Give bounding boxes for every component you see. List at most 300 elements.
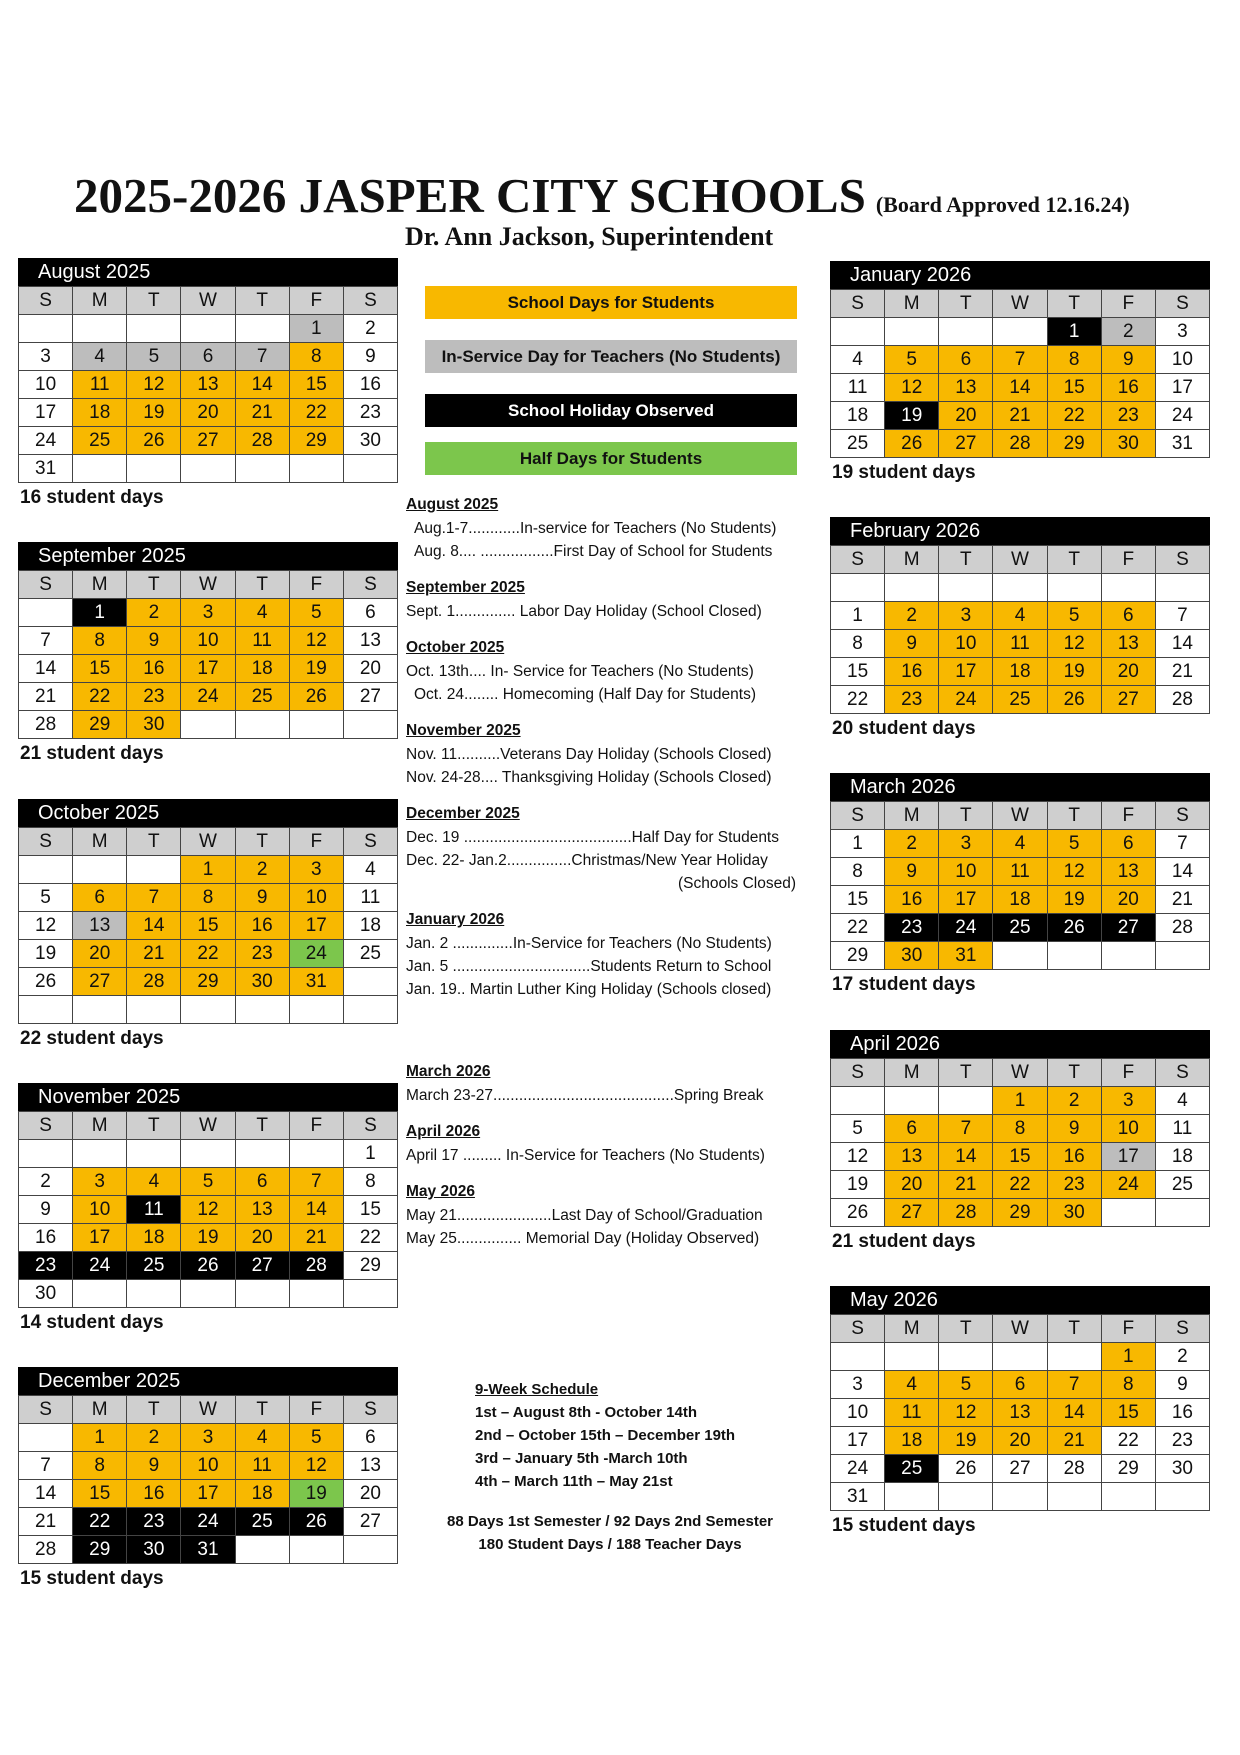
weekday-header: T <box>235 571 289 599</box>
day-cell: 9 <box>343 343 397 371</box>
day-cell: 8 <box>831 858 885 886</box>
day-cell <box>885 1483 939 1511</box>
weekday-header: M <box>885 546 939 574</box>
month-grid <box>18 827 398 1024</box>
day-cell: 31 <box>1155 430 1209 458</box>
event-line: May 25............... Memorial Day (Holiday Observed) <box>406 1230 760 1247</box>
week-row <box>19 856 398 884</box>
day-cell: 8 <box>831 630 885 658</box>
day-cell: 24 <box>19 427 73 455</box>
events-list <box>406 496 826 1266</box>
day-cell <box>939 574 993 602</box>
day-totals <box>420 1510 800 1556</box>
day-cell: 24 <box>1155 402 1209 430</box>
day-cell: 28 <box>939 1199 993 1227</box>
week-row <box>19 627 398 655</box>
day-cell: 3 <box>181 1424 235 1452</box>
day-cell: 5 <box>289 1424 343 1452</box>
week-row <box>831 1483 1210 1511</box>
day-cell: 19 <box>1047 886 1101 914</box>
day-cell: 3 <box>181 599 235 627</box>
day-cell: 16 <box>19 1224 73 1252</box>
day-cell: 11 <box>993 858 1047 886</box>
day-cell: 10 <box>939 630 993 658</box>
day-cell: 19 <box>831 1171 885 1199</box>
week-row <box>831 1171 1210 1199</box>
student-days-count: 19 student days <box>832 462 976 483</box>
day-cell: 16 <box>1155 1399 1209 1427</box>
weekday-header: M <box>73 287 127 315</box>
day-cell: 26 <box>885 430 939 458</box>
weekday-header: W <box>993 290 1047 318</box>
day-cell <box>19 856 73 884</box>
day-cell: 22 <box>289 399 343 427</box>
weekday-header: T <box>235 828 289 856</box>
day-cell: 3 <box>939 602 993 630</box>
day-cell <box>181 455 235 483</box>
day-cell: 10 <box>831 1399 885 1427</box>
day-cell: 14 <box>289 1196 343 1224</box>
day-cell: 13 <box>73 912 127 940</box>
day-cell <box>235 315 289 343</box>
week-row <box>19 1452 398 1480</box>
day-cell: 8 <box>289 343 343 371</box>
event-month-heading: January 2026 <box>406 911 505 928</box>
day-cell: 17 <box>1101 1143 1155 1171</box>
week-row <box>831 1399 1210 1427</box>
day-cell: 22 <box>343 1224 397 1252</box>
day-cell: 16 <box>1047 1143 1101 1171</box>
event-month-heading: March 2026 <box>406 1063 491 1080</box>
day-cell: 5 <box>19 884 73 912</box>
day-cell: 10 <box>939 858 993 886</box>
month-calendar-jan <box>830 261 1210 484</box>
day-cell: 25 <box>885 1455 939 1483</box>
month-grid <box>830 545 1210 714</box>
day-cell: 23 <box>127 683 181 711</box>
day-cell <box>181 1140 235 1168</box>
day-cell: 7 <box>289 1168 343 1196</box>
day-cell: 18 <box>235 1480 289 1508</box>
event-line: Aug.1-7............In-service for Teachers (No Students) <box>414 520 777 537</box>
day-cell: 3 <box>289 856 343 884</box>
weekday-header: S <box>1155 802 1209 830</box>
day-cell: 24 <box>73 1252 127 1280</box>
day-cell: 12 <box>939 1399 993 1427</box>
weekday-header: W <box>993 1315 1047 1343</box>
week-row <box>19 996 398 1024</box>
event-month-heading: November 2025 <box>406 722 521 739</box>
day-cell: 9 <box>1047 1115 1101 1143</box>
day-cell: 16 <box>885 658 939 686</box>
day-cell: 3 <box>73 1168 127 1196</box>
day-cell <box>885 318 939 346</box>
day-cell: 15 <box>181 912 235 940</box>
day-cell: 11 <box>343 884 397 912</box>
day-cell: 17 <box>831 1427 885 1455</box>
month-title: December 2025 <box>18 1367 398 1395</box>
day-cell: 18 <box>73 399 127 427</box>
day-cell: 21 <box>1155 886 1209 914</box>
day-cell: 12 <box>127 371 181 399</box>
day-cell: 15 <box>289 371 343 399</box>
day-cell: 9 <box>235 884 289 912</box>
day-cell: 16 <box>1101 374 1155 402</box>
day-cell <box>831 1343 885 1371</box>
month-calendar-sep <box>18 542 398 765</box>
student-days-count: 14 student days <box>20 1312 164 1333</box>
month-calendar-nov <box>18 1083 398 1334</box>
week-row <box>19 427 398 455</box>
week-row <box>19 455 398 483</box>
day-cell <box>19 1424 73 1452</box>
day-cell: 21 <box>19 683 73 711</box>
day-cell: 27 <box>343 683 397 711</box>
day-cell: 31 <box>289 968 343 996</box>
day-cell: 27 <box>885 1199 939 1227</box>
week-row <box>19 968 398 996</box>
day-cell <box>343 968 397 996</box>
day-cell: 12 <box>289 627 343 655</box>
weekday-header: T <box>1047 546 1101 574</box>
student-days-count: 15 student days <box>20 1568 164 1589</box>
weekday-header: S <box>19 1396 73 1424</box>
weekday-header: T <box>1047 290 1101 318</box>
month-grid <box>830 289 1210 458</box>
weekday-header: M <box>885 802 939 830</box>
event-line: Oct. 24........ Homecoming (Half Day for Students) <box>414 686 756 703</box>
weekday-header: W <box>993 546 1047 574</box>
week-row <box>19 1280 398 1308</box>
day-cell: 26 <box>19 968 73 996</box>
day-cell <box>343 1536 397 1564</box>
weekday-header: S <box>343 287 397 315</box>
day-cell: 7 <box>1155 830 1209 858</box>
day-cell: 3 <box>1101 1087 1155 1115</box>
title-text: 2025-2026 JASPER CITY SCHOOLS <box>74 168 866 223</box>
day-cell <box>885 574 939 602</box>
week-row <box>831 914 1210 942</box>
day-cell: 23 <box>1101 402 1155 430</box>
day-cell: 20 <box>993 1427 1047 1455</box>
event-line: Jan. 2 ..............In-Service for Teachers (No Students) <box>406 935 772 952</box>
event-line: Jan. 19.. Martin Luther King Holiday (Schools closed) <box>406 981 772 998</box>
semester-totals: 88 Days 1st Semester / 92 Days 2nd Semester <box>446 1513 774 1530</box>
student-days-count: 20 student days <box>832 718 976 739</box>
student-days-count: 21 student days <box>832 1231 976 1252</box>
day-cell: 21 <box>127 940 181 968</box>
day-cell: 19 <box>289 1480 343 1508</box>
weekday-header: F <box>1101 802 1155 830</box>
day-cell: 16 <box>127 1480 181 1508</box>
day-cell <box>181 315 235 343</box>
day-cell: 27 <box>181 427 235 455</box>
day-cell: 13 <box>993 1399 1047 1427</box>
week-row <box>19 1424 398 1452</box>
day-cell: 23 <box>1047 1171 1101 1199</box>
week-row <box>831 1455 1210 1483</box>
day-cell: 9 <box>1155 1371 1209 1399</box>
day-cell <box>19 599 73 627</box>
week-row <box>19 343 398 371</box>
day-cell <box>289 455 343 483</box>
day-cell: 24 <box>939 914 993 942</box>
day-cell: 1 <box>831 602 885 630</box>
day-cell: 6 <box>885 1115 939 1143</box>
day-cell: 5 <box>127 343 181 371</box>
day-cell <box>73 455 127 483</box>
week-row <box>831 1115 1210 1143</box>
day-cell: 4 <box>993 830 1047 858</box>
student-days-count: 16 student days <box>20 487 164 508</box>
day-cell: 26 <box>127 427 181 455</box>
day-cell: 9 <box>885 858 939 886</box>
day-cell <box>1155 942 1209 970</box>
day-cell <box>181 996 235 1024</box>
day-cell: 6 <box>235 1168 289 1196</box>
weekday-header: T <box>127 287 181 315</box>
day-cell <box>885 1343 939 1371</box>
weekday-header: W <box>181 1396 235 1424</box>
weekday-header: F <box>1101 1315 1155 1343</box>
day-cell: 11 <box>235 627 289 655</box>
day-cell: 29 <box>831 942 885 970</box>
day-cell <box>939 1087 993 1115</box>
event-group <box>406 1123 826 1167</box>
day-cell: 4 <box>993 602 1047 630</box>
month-title: May 2026 <box>830 1286 1210 1314</box>
day-cell: 1 <box>289 315 343 343</box>
day-cell: 7 <box>993 346 1047 374</box>
day-cell: 6 <box>1101 830 1155 858</box>
day-cell <box>1101 574 1155 602</box>
day-cell: 8 <box>993 1115 1047 1143</box>
day-cell <box>235 996 289 1024</box>
day-cell <box>343 996 397 1024</box>
day-cell: 19 <box>885 402 939 430</box>
week-row <box>19 599 398 627</box>
week-row <box>831 574 1210 602</box>
day-cell <box>1101 1483 1155 1511</box>
day-cell: 29 <box>343 1252 397 1280</box>
page-title <box>74 167 1130 224</box>
weekday-header: S <box>343 1396 397 1424</box>
week-row <box>19 1140 398 1168</box>
day-cell: 18 <box>1155 1143 1209 1171</box>
week-row <box>19 1252 398 1280</box>
month-title: January 2026 <box>830 261 1210 289</box>
day-cell: 14 <box>127 912 181 940</box>
day-cell: 24 <box>831 1455 885 1483</box>
day-cell: 16 <box>127 655 181 683</box>
weekday-header: T <box>1047 802 1101 830</box>
week-row <box>831 1143 1210 1171</box>
day-cell: 2 <box>1047 1087 1101 1115</box>
day-cell: 23 <box>1155 1427 1209 1455</box>
day-cell: 19 <box>289 655 343 683</box>
day-cell: 13 <box>885 1143 939 1171</box>
day-cell: 8 <box>73 1452 127 1480</box>
day-cell <box>831 318 885 346</box>
weekday-header: S <box>1155 1059 1209 1087</box>
weekday-header: W <box>181 571 235 599</box>
day-cell <box>939 1343 993 1371</box>
month-grid <box>830 1058 1210 1227</box>
day-cell: 30 <box>343 427 397 455</box>
day-cell: 2 <box>235 856 289 884</box>
day-cell <box>127 1140 181 1168</box>
day-cell <box>181 1280 235 1308</box>
day-cell: 14 <box>993 374 1047 402</box>
day-cell: 29 <box>1047 430 1101 458</box>
day-cell: 20 <box>1101 886 1155 914</box>
day-cell <box>73 1140 127 1168</box>
event-month-heading: April 2026 <box>406 1123 481 1140</box>
day-cell: 7 <box>235 343 289 371</box>
day-cell: 11 <box>127 1196 181 1224</box>
weekday-header: T <box>127 1396 181 1424</box>
day-cell: 3 <box>939 830 993 858</box>
day-cell: 30 <box>885 942 939 970</box>
day-cell: 1 <box>993 1087 1047 1115</box>
week-row <box>19 655 398 683</box>
day-cell: 15 <box>1047 374 1101 402</box>
day-cell: 10 <box>73 1196 127 1224</box>
student-days-count: 22 student days <box>20 1028 164 1049</box>
day-cell: 11 <box>235 1452 289 1480</box>
day-cell: 16 <box>885 886 939 914</box>
day-cell: 25 <box>127 1252 181 1280</box>
day-cell: 8 <box>73 627 127 655</box>
nine-week-schedule <box>475 1378 735 1493</box>
day-cell: 6 <box>343 1424 397 1452</box>
weekday-header: S <box>343 828 397 856</box>
day-cell: 28 <box>993 430 1047 458</box>
day-cell: 13 <box>1101 858 1155 886</box>
event-line: Sept. 1.............. Labor Day Holiday (School Closed) <box>406 603 762 620</box>
month-grid <box>18 1111 398 1308</box>
day-cell: 25 <box>235 1508 289 1536</box>
day-cell: 3 <box>1155 318 1209 346</box>
day-cell: 12 <box>1047 630 1101 658</box>
week-row <box>831 942 1210 970</box>
day-cell <box>1101 942 1155 970</box>
event-line: Aug. 8.... .................First Day of School for Students <box>414 543 773 560</box>
day-cell: 25 <box>1155 1171 1209 1199</box>
event-line: Nov. 24-28.... Thanksgiving Holiday (Schools Closed) <box>406 769 772 786</box>
day-cell: 18 <box>235 655 289 683</box>
day-cell: 9 <box>127 1452 181 1480</box>
day-cell <box>1155 574 1209 602</box>
day-cell: 31 <box>181 1536 235 1564</box>
weekday-header: T <box>939 802 993 830</box>
day-cell: 15 <box>73 1480 127 1508</box>
day-cell <box>993 318 1047 346</box>
day-cell: 9 <box>127 627 181 655</box>
week-row <box>831 658 1210 686</box>
day-cell: 10 <box>181 627 235 655</box>
day-cell: 4 <box>235 599 289 627</box>
day-cell: 18 <box>127 1224 181 1252</box>
day-cell <box>127 1280 181 1308</box>
day-cell: 4 <box>235 1424 289 1452</box>
month-calendar-aug <box>18 258 398 509</box>
weekday-header: W <box>181 287 235 315</box>
week-row <box>831 602 1210 630</box>
day-cell: 17 <box>73 1224 127 1252</box>
day-cell: 26 <box>939 1455 993 1483</box>
day-cell <box>1047 1343 1101 1371</box>
event-line: Oct. 13th.... In- Service for Teachers (No Students) <box>406 663 754 680</box>
day-cell: 27 <box>73 968 127 996</box>
day-cell: 2 <box>343 315 397 343</box>
student-days-count: 15 student days <box>832 1515 976 1536</box>
day-cell: 22 <box>831 914 885 942</box>
day-cell: 7 <box>127 884 181 912</box>
weekday-header: T <box>1047 1315 1101 1343</box>
day-cell: 25 <box>993 914 1047 942</box>
day-cell: 4 <box>343 856 397 884</box>
day-cell: 22 <box>73 1508 127 1536</box>
day-cell <box>19 996 73 1024</box>
schedule-heading: 9-Week Schedule <box>475 1381 599 1398</box>
day-cell: 3 <box>19 343 73 371</box>
day-cell: 6 <box>343 599 397 627</box>
day-cell: 24 <box>181 683 235 711</box>
day-cell: 13 <box>343 627 397 655</box>
day-cell: 6 <box>993 1371 1047 1399</box>
day-cell <box>235 1140 289 1168</box>
day-cell: 18 <box>831 402 885 430</box>
day-cell: 21 <box>19 1508 73 1536</box>
day-cell: 5 <box>939 1371 993 1399</box>
day-cell: 7 <box>19 1452 73 1480</box>
month-grid <box>18 570 398 739</box>
event-group <box>406 639 826 706</box>
month-title: March 2026 <box>830 773 1210 801</box>
day-cell: 1 <box>343 1140 397 1168</box>
day-cell: 17 <box>1155 374 1209 402</box>
day-cell: 13 <box>1101 630 1155 658</box>
day-cell: 22 <box>993 1171 1047 1199</box>
day-cell: 5 <box>181 1168 235 1196</box>
day-cell: 10 <box>1155 346 1209 374</box>
day-cell <box>73 1280 127 1308</box>
week-row <box>19 940 398 968</box>
day-cell <box>993 1483 1047 1511</box>
day-cell: 22 <box>181 940 235 968</box>
day-cell: 27 <box>235 1252 289 1280</box>
schedule-line: 2nd – October 15th – December 19th <box>475 1427 736 1444</box>
day-cell: 6 <box>181 343 235 371</box>
week-row <box>831 830 1210 858</box>
day-cell: 24 <box>1101 1171 1155 1199</box>
weekday-header: F <box>289 828 343 856</box>
day-cell: 17 <box>939 886 993 914</box>
event-month-heading: September 2025 <box>406 579 525 596</box>
event-group <box>406 911 826 1001</box>
day-cell: 15 <box>73 655 127 683</box>
day-cell: 11 <box>993 630 1047 658</box>
weekday-header: M <box>885 290 939 318</box>
week-row <box>831 1343 1210 1371</box>
event-month-heading: August 2025 <box>406 496 499 513</box>
day-cell: 22 <box>1101 1427 1155 1455</box>
day-cell <box>235 1536 289 1564</box>
month-calendar-dec <box>18 1367 398 1590</box>
week-row <box>831 318 1210 346</box>
legend-item: Half Days for Students <box>425 442 797 475</box>
